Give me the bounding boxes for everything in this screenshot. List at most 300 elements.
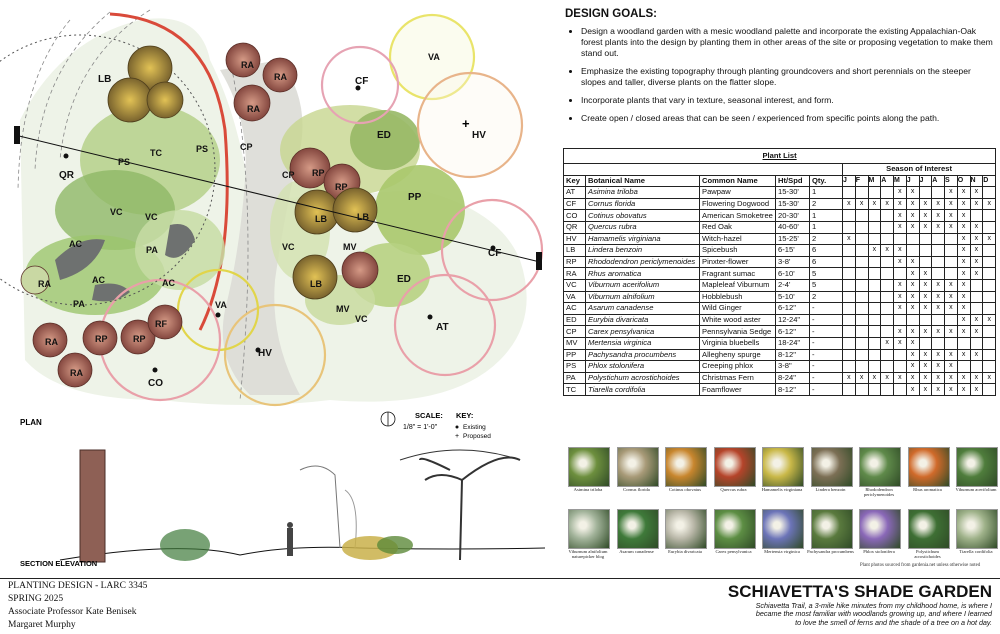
svg-text:CP: CP xyxy=(282,170,295,180)
svg-text:VA: VA xyxy=(428,52,440,62)
botanical-name: Carex pensylvanica xyxy=(586,326,700,338)
height-spread: 5-10' xyxy=(776,291,810,303)
plant-photo xyxy=(811,447,853,487)
svg-text:VC: VC xyxy=(110,207,123,217)
goal-item: • Design a woodland garden with a mesic woodland palette and incorporate the existing Appalachian-Oak forest plants into the design by planting them in other areas of the site or proposing vegetation to make them stand out. xyxy=(581,26,995,59)
season-cell xyxy=(868,210,881,222)
season-cell: x xyxy=(881,245,894,257)
table-row xyxy=(564,221,996,233)
common-name: Witch-hazel xyxy=(700,233,776,245)
botanical-name: Lindera benzoin xyxy=(586,245,700,257)
season-cell: x xyxy=(957,256,970,268)
plant-key: CF xyxy=(564,198,586,210)
plant-photo xyxy=(811,509,853,549)
goal-item: • Create open / closed areas that can be seen / experienced from specific points along the path. xyxy=(581,113,995,124)
season-cell xyxy=(855,337,868,349)
season-cell: x xyxy=(945,349,958,361)
quantity: 2 xyxy=(810,198,843,210)
height-spread: 8-12" xyxy=(776,349,810,361)
season-cell: x xyxy=(906,210,919,222)
svg-text:AC: AC xyxy=(69,239,82,249)
season-cell: x xyxy=(919,303,932,315)
season-cell: x xyxy=(983,372,996,384)
svg-text:CF: CF xyxy=(355,76,369,87)
season-cell xyxy=(881,361,894,373)
season-cell: x xyxy=(957,314,970,326)
season-cell: x xyxy=(957,291,970,303)
table-row xyxy=(564,198,996,210)
scale-title: SCALE: xyxy=(415,411,443,420)
goal-item: • Emphasize the existing topography through planting groundcovers and short perennials on the steeper slopes and taller, diverse plants on the flatter slope. xyxy=(581,66,995,88)
season-cell xyxy=(932,268,945,280)
quantity: - xyxy=(810,337,843,349)
season-cell xyxy=(843,268,856,280)
season-cell xyxy=(843,291,856,303)
column-header: Botanical Name xyxy=(586,175,700,187)
season-cell xyxy=(932,337,945,349)
season-cell xyxy=(983,337,996,349)
photo-caption: Asarum canadense xyxy=(619,549,654,554)
season-cell: x xyxy=(906,187,919,199)
season-cell: x xyxy=(970,245,983,257)
season-cell: x xyxy=(945,384,958,396)
season-cell: x xyxy=(957,221,970,233)
height-spread: 6-15' xyxy=(776,245,810,257)
key-title: KEY: xyxy=(456,411,474,420)
season-cell: x xyxy=(970,326,983,338)
season-cell xyxy=(945,268,958,280)
height-spread: 3-8" xyxy=(776,361,810,373)
season-cell: x xyxy=(843,372,856,384)
season-cell xyxy=(945,256,958,268)
svg-text:RA: RA xyxy=(70,368,83,378)
svg-text:TC: TC xyxy=(150,148,162,158)
quantity: 1 xyxy=(810,210,843,222)
table-row xyxy=(564,268,996,280)
height-spread: 15-30' xyxy=(776,187,810,199)
plant-photo xyxy=(665,509,707,549)
svg-text:HV: HV xyxy=(472,130,486,141)
svg-text:LB: LB xyxy=(310,279,322,289)
season-cell xyxy=(868,349,881,361)
plant-photo xyxy=(714,509,756,549)
season-cell xyxy=(855,349,868,361)
season-cell: x xyxy=(983,198,996,210)
season-cell: x xyxy=(881,372,894,384)
season-cell: x xyxy=(855,198,868,210)
season-cell xyxy=(894,349,907,361)
season-cell: x xyxy=(957,245,970,257)
season-cell xyxy=(932,256,945,268)
month-header: J xyxy=(906,175,919,187)
height-spread: 20-30' xyxy=(776,210,810,222)
season-cell xyxy=(983,221,996,233)
season-cell xyxy=(945,245,958,257)
plant-key: ED xyxy=(564,314,586,326)
season-cell: x xyxy=(881,198,894,210)
professor: Associate Professor Kate Benisek xyxy=(8,607,137,617)
plant-photo xyxy=(617,447,659,487)
quantity: 1 xyxy=(810,187,843,199)
column-header: Ht/Spd xyxy=(776,175,810,187)
svg-text:AC: AC xyxy=(162,278,175,288)
season-cell: x xyxy=(906,256,919,268)
quantity: - xyxy=(810,349,843,361)
season-cell: x xyxy=(906,221,919,233)
common-name: American Smoketree xyxy=(700,210,776,222)
season-cell: x xyxy=(970,314,983,326)
photo-caption: Asimina triloba xyxy=(573,487,603,492)
season-cell xyxy=(868,268,881,280)
season-cell xyxy=(843,337,856,349)
season-cell xyxy=(843,349,856,361)
season-cell: x xyxy=(957,198,970,210)
table-row xyxy=(564,210,996,222)
term: SPRING 2025 xyxy=(8,594,64,604)
photo-caption: Viburnum alnifolium naturepicker blog xyxy=(568,549,608,559)
table-row xyxy=(564,372,996,384)
svg-text:PP: PP xyxy=(408,192,422,203)
month-header: M xyxy=(894,175,907,187)
season-cell: x xyxy=(919,221,932,233)
season-cell: x xyxy=(945,361,958,373)
season-cell: x xyxy=(970,349,983,361)
month-header: S xyxy=(945,175,958,187)
season-cell xyxy=(919,314,932,326)
design-goals xyxy=(565,8,995,131)
season-cell xyxy=(894,268,907,280)
height-spread: 18-24" xyxy=(776,337,810,349)
season-cell xyxy=(945,337,958,349)
quantity: 2 xyxy=(810,233,843,245)
quantity: - xyxy=(810,361,843,373)
section-marker-right xyxy=(536,252,542,270)
month-header: O xyxy=(957,175,970,187)
table-header-row xyxy=(564,175,996,187)
season-cell: x xyxy=(919,372,932,384)
table-row xyxy=(564,384,996,396)
photo-caption: Cotinus obovatus xyxy=(668,487,702,492)
season-cell: x xyxy=(919,349,932,361)
botanical-name: Tiarella cordifolia xyxy=(586,384,700,396)
garden-description: Schiavetta Trail, a 3-mile hike minutes from my childhood home, is where I became the most familiar with woodlands growing up, and where I learned to love the smell of ferns and the shade of a tree on a hot day. xyxy=(755,601,992,627)
season-cell xyxy=(983,210,996,222)
season-cell xyxy=(868,384,881,396)
svg-text:VC: VC xyxy=(145,212,158,222)
season-cell xyxy=(906,233,919,245)
season-cell xyxy=(894,384,907,396)
section-marker-left xyxy=(14,126,20,144)
season-cell: x xyxy=(868,372,881,384)
season-cell xyxy=(970,291,983,303)
common-name: Allegheny spurge xyxy=(700,349,776,361)
season-cell xyxy=(983,361,996,373)
season-cell xyxy=(855,221,868,233)
season-cell xyxy=(983,384,996,396)
svg-text:CP: CP xyxy=(240,142,253,152)
season-cell: x xyxy=(957,326,970,338)
month-header: N xyxy=(970,175,983,187)
common-name: Wild Ginger xyxy=(700,303,776,315)
quantity: 5 xyxy=(810,268,843,280)
height-spread: 2-4' xyxy=(776,279,810,291)
height-spread: 15-30' xyxy=(776,198,810,210)
botanical-name: Quercus rubra xyxy=(586,221,700,233)
season-cell xyxy=(881,326,894,338)
svg-text:PA: PA xyxy=(73,299,85,309)
plant-key: CP xyxy=(564,326,586,338)
photo-caption: Lindera benzoin xyxy=(815,487,846,492)
season-cell xyxy=(843,326,856,338)
season-cell: x xyxy=(945,372,958,384)
season-cell xyxy=(919,245,932,257)
season-cell: x xyxy=(906,361,919,373)
photo-caption: Mertensia virginica xyxy=(764,549,800,554)
height-spread: 40-60' xyxy=(776,221,810,233)
plant-photo xyxy=(908,447,950,487)
season-cell: x xyxy=(894,279,907,291)
svg-text:RA: RA xyxy=(247,104,260,114)
season-cell xyxy=(881,291,894,303)
season-cell xyxy=(868,326,881,338)
svg-text:VC: VC xyxy=(355,314,368,324)
season-cell: x xyxy=(983,233,996,245)
season-cell xyxy=(855,210,868,222)
season-cell xyxy=(894,314,907,326)
season-cell xyxy=(970,303,983,315)
season-cell: x xyxy=(906,303,919,315)
plant-photo xyxy=(714,447,756,487)
course-name: PLANTING DESIGN - LARC 3345 xyxy=(8,581,148,591)
plant-photo xyxy=(762,509,804,549)
season-cell xyxy=(957,361,970,373)
svg-text:AT: AT xyxy=(436,322,449,333)
season-cell xyxy=(919,337,932,349)
season-cell xyxy=(983,187,996,199)
svg-text:VC: VC xyxy=(282,242,295,252)
season-cell xyxy=(932,233,945,245)
season-cell xyxy=(881,349,894,361)
season-cell: x xyxy=(906,372,919,384)
season-cell xyxy=(855,361,868,373)
table-row xyxy=(564,256,996,268)
botanical-name: Phlox stolonifera xyxy=(586,361,700,373)
season-cell: x xyxy=(970,256,983,268)
month-header: D xyxy=(983,175,996,187)
month-header: F xyxy=(855,175,868,187)
season-cell xyxy=(881,187,894,199)
season-cell: x xyxy=(932,291,945,303)
season-cell: x xyxy=(843,198,856,210)
quantity: 1 xyxy=(810,221,843,233)
season-cell xyxy=(932,187,945,199)
photo-caption: Phlox stolonifera xyxy=(863,549,895,554)
season-cell: x xyxy=(868,245,881,257)
svg-text:RP: RP xyxy=(133,334,146,344)
plant-photo xyxy=(859,509,901,549)
season-cell: x xyxy=(919,291,932,303)
season-cell: x xyxy=(932,303,945,315)
season-cell: x xyxy=(894,256,907,268)
quantity: 6 xyxy=(810,245,843,257)
plant-key: RP xyxy=(564,256,586,268)
photo-caption: Carex pensylvanica xyxy=(715,549,752,554)
season-cell xyxy=(868,279,881,291)
svg-text:LB: LB xyxy=(98,74,112,85)
season-cell xyxy=(970,337,983,349)
common-name: Mapleleaf Viburnum xyxy=(700,279,776,291)
season-cell xyxy=(868,187,881,199)
botanical-name: Rhododendron periclymenoides xyxy=(586,256,700,268)
plant-photo xyxy=(956,509,998,549)
photo-caption: Polystichum acrostichoides xyxy=(914,549,941,559)
season-cell: x xyxy=(906,198,919,210)
season-cell: x xyxy=(932,221,945,233)
season-cell xyxy=(843,279,856,291)
svg-text:RA: RA xyxy=(241,60,254,70)
season-cell xyxy=(970,361,983,373)
height-spread: 6-12" xyxy=(776,326,810,338)
season-cell: x xyxy=(894,210,907,222)
photo-caption: Eurybia divaricata xyxy=(668,549,702,554)
height-spread: 15-25' xyxy=(776,233,810,245)
plant-photo xyxy=(665,447,707,487)
quantity: - xyxy=(810,372,843,384)
botanical-name: Polystichum acrostichoides xyxy=(586,372,700,384)
photo-caption: Hamamelis virginiana xyxy=(761,487,803,492)
season-cell: x xyxy=(906,291,919,303)
season-cell xyxy=(868,337,881,349)
season-cell: x xyxy=(919,198,932,210)
season-cell: x xyxy=(957,349,970,361)
season-cell xyxy=(868,233,881,245)
season-cell xyxy=(843,221,856,233)
season-cell xyxy=(906,314,919,326)
plant-photo xyxy=(568,509,610,549)
common-name: Red Oak xyxy=(700,221,776,233)
season-cell: x xyxy=(957,268,970,280)
season-cell xyxy=(894,361,907,373)
season-cell: x xyxy=(957,187,970,199)
table-row xyxy=(564,291,996,303)
plant-photo xyxy=(908,509,950,549)
season-cell: x xyxy=(906,326,919,338)
month-header: M xyxy=(868,175,881,187)
season-cell: x xyxy=(932,210,945,222)
season-cell xyxy=(983,349,996,361)
season-cell: x xyxy=(919,210,932,222)
photo-credit: Plant photos sourced from gardenia.net unless otherwise noted xyxy=(860,563,981,568)
season-cell xyxy=(881,256,894,268)
season-cell xyxy=(919,187,932,199)
common-name: Flowering Dogwood xyxy=(700,198,776,210)
botanical-name: Hamamelis virginiana xyxy=(586,233,700,245)
table-row xyxy=(564,279,996,291)
design-goals-list xyxy=(565,26,995,124)
season-cell: x xyxy=(945,198,958,210)
goal-item: • Incorporate plants that vary in texture, seasonal interest, and form. xyxy=(581,95,995,106)
plus-marker-hv: + xyxy=(462,116,470,131)
season-cell xyxy=(970,210,983,222)
season-cell xyxy=(881,279,894,291)
common-name: Fragrant sumac xyxy=(700,268,776,280)
season-cell xyxy=(945,233,958,245)
season-cell: x xyxy=(957,372,970,384)
svg-text:RA: RA xyxy=(38,279,51,289)
season-cell: x xyxy=(970,187,983,199)
svg-text:HV: HV xyxy=(258,348,272,359)
botanical-name: Cotinus obovatus xyxy=(586,210,700,222)
design-goals-title: DESIGN GOALS: xyxy=(565,8,658,20)
season-cell xyxy=(855,268,868,280)
season-cell xyxy=(881,221,894,233)
height-spread: 3-8' xyxy=(776,256,810,268)
table-row xyxy=(564,337,996,349)
season-cell: x xyxy=(970,233,983,245)
season-cell: x xyxy=(970,221,983,233)
svg-text:MV: MV xyxy=(336,304,350,314)
season-cell: x xyxy=(945,187,958,199)
botanical-name: Cornus florida xyxy=(586,198,700,210)
plant-key: PP xyxy=(564,349,586,361)
season-cell xyxy=(868,314,881,326)
season-cell: x xyxy=(919,279,932,291)
season-cell: x xyxy=(894,245,907,257)
height-spread: 12-24" xyxy=(776,314,810,326)
season-cell xyxy=(983,268,996,280)
svg-text:RA: RA xyxy=(45,337,58,347)
season-cell: x xyxy=(945,291,958,303)
season-cell: x xyxy=(894,337,907,349)
month-header: A xyxy=(881,175,894,187)
common-name: Pennsylvania Sedge xyxy=(700,326,776,338)
plant-key: LB xyxy=(564,245,586,257)
season-cell xyxy=(919,256,932,268)
table-row xyxy=(564,314,996,326)
plant-key: MV xyxy=(564,337,586,349)
photo-caption: Rhododendron periclymenoides xyxy=(863,487,895,497)
plant-key: VC xyxy=(564,279,586,291)
season-cell: x xyxy=(957,384,970,396)
common-name: Hobblebush xyxy=(700,291,776,303)
plant-key: PS xyxy=(564,361,586,373)
season-cell: x xyxy=(894,291,907,303)
botanical-name: Asimina triloba xyxy=(586,187,700,199)
season-cell xyxy=(855,187,868,199)
svg-text:RP: RP xyxy=(335,182,348,192)
botanical-name: Asarum canadense xyxy=(586,303,700,315)
season-cell: x xyxy=(970,372,983,384)
quantity: - xyxy=(810,326,843,338)
column-header: Key xyxy=(564,175,586,187)
season-cell xyxy=(843,187,856,199)
season-cell xyxy=(868,303,881,315)
season-cell xyxy=(970,279,983,291)
season-cell: x xyxy=(957,303,970,315)
height-spread: 6-10' xyxy=(776,268,810,280)
season-cell xyxy=(919,233,932,245)
season-cell: x xyxy=(894,187,907,199)
photo-caption: Tiarella cordifolia xyxy=(959,549,993,554)
botanical-name: Viburnum alnifolium xyxy=(586,291,700,303)
column-header: Common Name xyxy=(700,175,776,187)
svg-text:PA: PA xyxy=(146,245,158,255)
season-cell xyxy=(881,314,894,326)
column-header: Qty. xyxy=(810,175,843,187)
season-cell xyxy=(894,233,907,245)
table-row xyxy=(564,233,996,245)
season-cell xyxy=(843,210,856,222)
